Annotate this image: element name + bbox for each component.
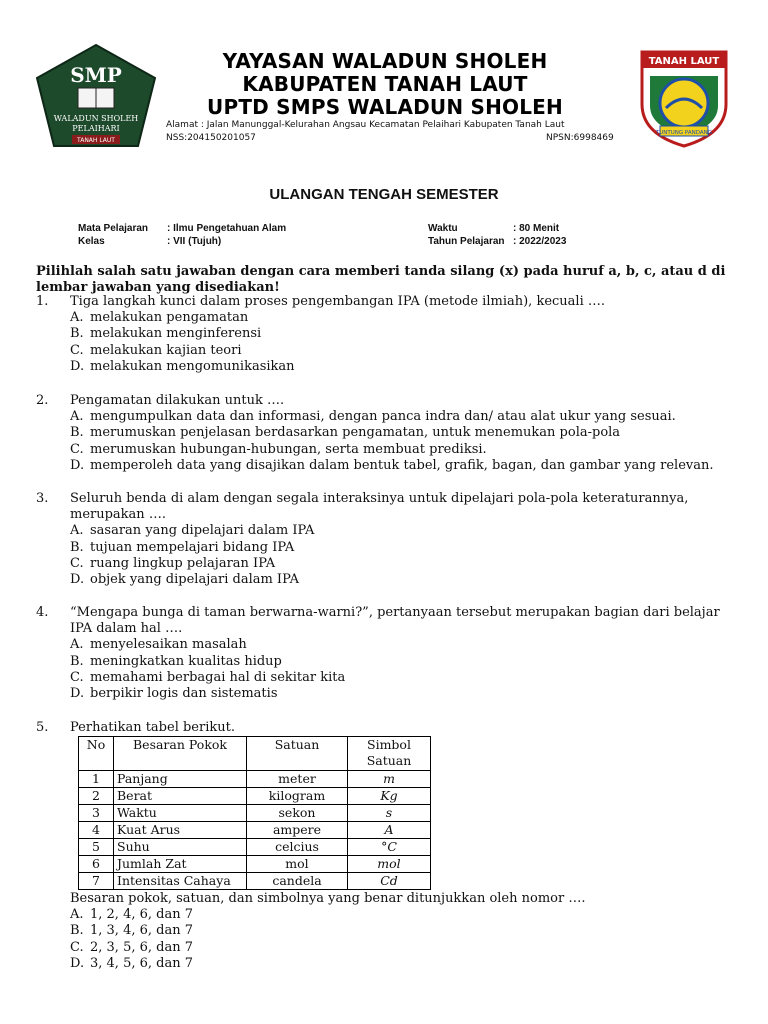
school-logo	[34, 42, 158, 152]
table-row: 1 Panjang meter m	[79, 771, 431, 788]
school-address: Alamat : Jalan Manunggal-Kelurahan Angsau Kecamatan Pelaihari Kabupaten Tanah Laut	[166, 120, 565, 130]
option-c: C. 2, 3, 5, 6, dan 7	[70, 939, 193, 955]
subject-value: : Ilmu Pengetahuan Alam	[167, 223, 287, 234]
regency-emblem	[636, 48, 732, 148]
option-c: C. merumuskan hubungan-hubungan, serta membuat prediksi.	[70, 441, 487, 457]
option-c: C. memahami berbagai hal di sekitar kita	[70, 669, 346, 685]
class-label: Kelas	[78, 236, 105, 247]
question-number: 5.	[36, 720, 49, 735]
option-d: D. melakukan mengomunikasikan	[70, 358, 295, 374]
question-number: 3.	[36, 491, 49, 506]
option-a: A. mengumpulkan data dan informasi, dengan panca indra dan/ atau alat ukur yang sesuai.	[70, 409, 676, 425]
option-a: A. 1, 2, 4, 6, dan 7	[70, 907, 193, 923]
option-b: B. melakukan menginferensi	[70, 326, 262, 342]
question-stem: Tiga langkah kunci dalam proses pengembangan IPA (metode ilmiah), kecuali ….	[70, 294, 605, 309]
question-stem: Seluruh benda di alam dengan segala interaksinya untuk dipelajari pola-pola keteraturannya, merupakan ….	[70, 491, 689, 523]
table-row: 6 Jumlah Zat mol mol	[79, 856, 431, 873]
option-c: C. melakukan kajian teori	[70, 342, 242, 358]
npsn-number: NPSN:6998469	[546, 133, 614, 143]
question-stem: “Mengapa bunga di taman berwarna-warni?”, pertanyaan tersebut merupakan bagian dari belajar IPA dalam hal ….	[70, 605, 720, 637]
option-b: B. 1, 3, 4, 6, dan 7	[70, 923, 193, 939]
option-d: D. memperoleh data yang disajikan dalam bentuk tabel, grafik, bagan, dan gambar yang relevan.	[70, 457, 714, 473]
table-row: 4 Kuat Arus ampere A	[79, 822, 431, 839]
option-a: A. menyelesaikan masalah	[70, 637, 247, 653]
question-number: 1.	[36, 294, 49, 309]
question-5-continuation	[36, 891, 736, 972]
question-stem: Perhatikan tabel berikut.	[70, 720, 235, 735]
header-besaran: Besaran Pokok	[114, 737, 247, 771]
question-5-prompt: Besaran pokok, satuan, dan simbolnya yang benar ditunjukkan oleh nomor ….	[70, 891, 586, 906]
header-simbol: Simbol Satuan	[348, 737, 431, 771]
table-row: 7 Intensitas Cahaya candela Cd	[79, 873, 431, 890]
header-no: No	[79, 737, 114, 771]
instructions: Pilihlah salah satu jawaban dengan cara memberi tanda silang (x) pada huruf a, b, c, atau d di lembar jawaban yang disediakan!	[36, 264, 726, 295]
logo-left-arc-text: SMP	[70, 63, 122, 87]
option-b: B. meningkatkan kualitas hidup	[70, 653, 282, 669]
question-1	[36, 294, 736, 375]
option-d: D. 3, 4, 5, 6, dan 7	[70, 955, 193, 971]
logo-left-ribbon: TANAH LAUT	[77, 137, 115, 144]
option-a: A. melakukan pengamatan	[70, 310, 249, 326]
question-5	[36, 720, 736, 736]
emblem-top-text: TANAH LAUT	[648, 56, 720, 67]
question-2	[36, 393, 736, 474]
time-value: : 80 Menit	[513, 223, 560, 234]
option-b: B. merumuskan penjelasan berdasarkan pengamatan, untuk menemukan pola-pola	[70, 425, 621, 441]
question-number: 2.	[36, 393, 49, 408]
logo-left-line2: PELAIHARI	[72, 124, 120, 133]
option-a: A. sasaran yang dipelajari dalam IPA	[70, 523, 315, 539]
question-number: 4.	[36, 605, 49, 620]
option-d: D. berpikir logis dan sistematis	[70, 686, 278, 702]
question-stem: Pengamatan dilakukan untuk ….	[70, 393, 285, 408]
header-satuan: Satuan	[247, 737, 348, 771]
option-d: D. objek yang dipelajari dalam IPA	[70, 572, 300, 588]
foundation-name: YAYASAN WALADUN SHOLEH	[222, 49, 548, 73]
table-row: 2 Berat kilogram Kg	[79, 788, 431, 805]
regency-name: KABUPATEN TANAH LAUT	[242, 72, 528, 96]
table-header-row	[79, 737, 431, 771]
table-row: 3 Waktu sekon s	[79, 805, 431, 822]
school-name-block	[200, 50, 570, 119]
school-name: UPTD SMPS WALADUN SHOLEH	[207, 95, 563, 119]
units-table	[78, 736, 431, 890]
table-row: 5 Suhu celcius °C	[79, 839, 431, 856]
nss-number: NSS:204150201057	[166, 133, 256, 143]
option-b: B. tujuan mempelajari bidang IPA	[70, 539, 295, 555]
letterhead	[0, 0, 768, 160]
emblem-ribbon: TUNTUNG PANDANG	[655, 130, 713, 136]
question-3	[36, 491, 736, 588]
option-c: C. ruang lingkup pelajaran IPA	[70, 555, 276, 571]
time-label: Waktu	[428, 223, 458, 234]
subject-label: Mata Pelajaran	[78, 223, 149, 234]
year-value: : 2022/2023	[513, 236, 567, 247]
class-value: : VII (Tujuh)	[167, 236, 222, 247]
exam-title: ULANGAN TENGAH SEMESTER	[269, 186, 499, 203]
year-label: Tahun Pelajaran	[428, 236, 505, 247]
logo-left-line1: WALADUN SHOLEH	[53, 114, 139, 123]
question-4	[36, 605, 736, 702]
